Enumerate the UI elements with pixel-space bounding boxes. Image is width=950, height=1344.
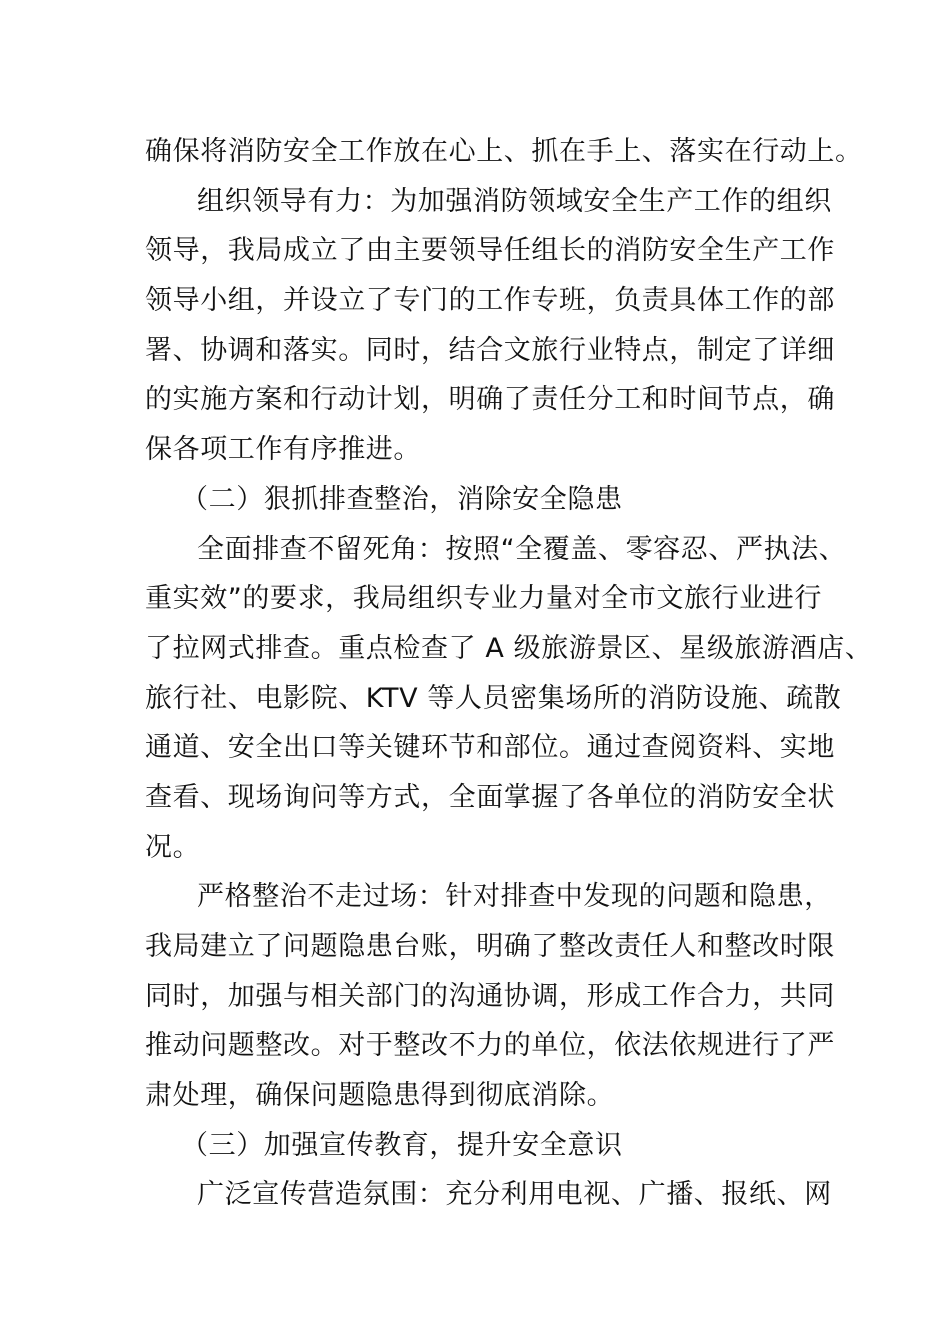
text-line: 我局建立了问题隐患台账，明确了整改责任人和整改时限 xyxy=(145,931,835,962)
paragraph-start-line: 全面排查不留死角：按照“全覆盖、零容忍、严执法、 xyxy=(197,533,847,565)
text-line: 旅行社、电影院、KTV 等人员密集场所的消防设施、疏散 xyxy=(145,682,842,714)
document-body xyxy=(145,127,873,1220)
text-line: 推动问题整改。对于整改不力的单位，依法依规进行了严 xyxy=(145,1030,835,1062)
text-line: 署、协调和落实。同时，结合文旅行业特点，制定了详细 xyxy=(145,334,835,366)
section-heading: （三）加强宣传教育，提升安全意识 xyxy=(181,1129,623,1161)
paragraph-start-line: 严格整治不走过场：针对排查中发现的问题和隐患， xyxy=(197,881,832,913)
text-line: 同时，加强与相关部门的沟通协调，形成工作合力，共同 xyxy=(145,980,835,1012)
text-line: 保各项工作有序推进。 xyxy=(145,434,421,466)
section-heading: （二）狠抓排查整治，消除安全隐患 xyxy=(181,483,623,515)
text-line: 肃处理，确保问题隐患得到彻底消除。 xyxy=(145,1080,615,1112)
text-line: 通道、安全出口等关键环节和部位。通过查阅资料、实地 xyxy=(145,732,835,764)
text-line: 查看、现场询问等方式，全面掌握了各单位的消防安全状 xyxy=(145,781,835,813)
text-line: 领导小组，并设立了专门的工作专班，负责具体工作的部 xyxy=(145,285,835,317)
text-line: 了拉网式排查。重点检查了 A 级旅游景区、星级旅游酒店、 xyxy=(145,632,873,664)
text-line: 确保将消防安全工作放在心上、抓在手上、落实在行动上。 xyxy=(145,136,863,167)
text-line: 况。 xyxy=(145,831,201,863)
text-line: 重实效”的要求，我局组织专业力量对全市文旅行业进行 xyxy=(145,583,822,615)
paragraph-start-line: 组织领导有力：为加强消防领域安全生产工作的组织 xyxy=(197,185,832,217)
text-line: 领导，我局成立了由主要领导任组长的消防安全生产工作 xyxy=(145,235,835,267)
text-line: 的实施方案和行动计划，明确了责任分工和时间节点，确 xyxy=(145,384,835,416)
paragraph-start-line: 广泛宣传营造氛围：充分利用电视、广播、报纸、网 xyxy=(197,1179,832,1211)
